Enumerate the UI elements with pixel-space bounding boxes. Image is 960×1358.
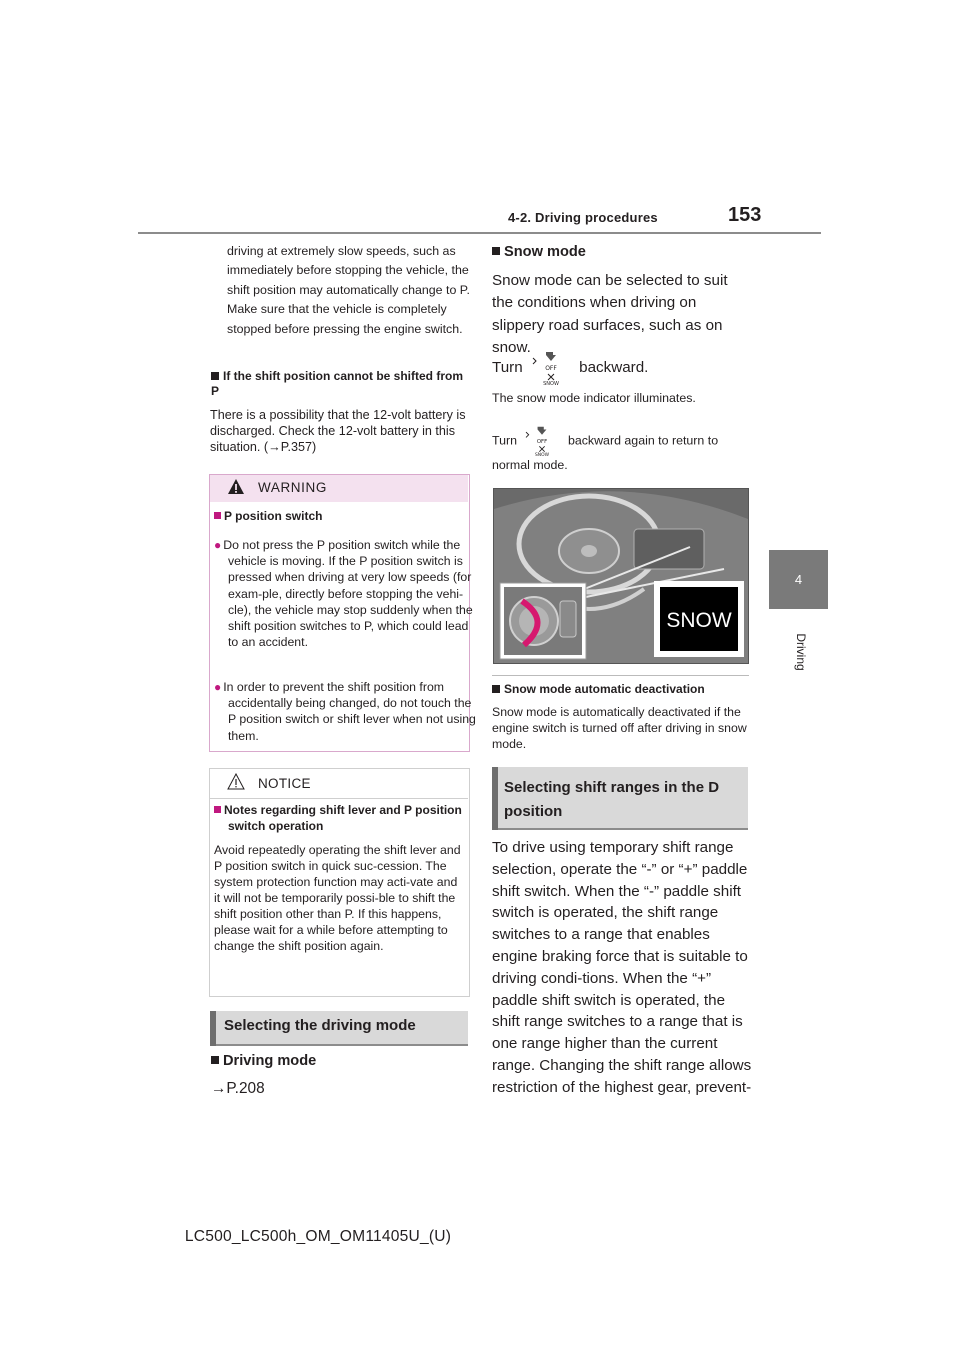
- square-bullet-icon: [492, 685, 500, 693]
- snow-mode-heading-text: Snow mode: [504, 244, 586, 260]
- driving-mode-page-link[interactable]: →P.208: [211, 1080, 265, 1097]
- warning-item-text: In order to prevent the shift position from accidentally being changed, do not touch the P position switch or shift lever when not using them.: [223, 680, 476, 743]
- continued-paragraph: driving at extremely slow speeds, such as immediately before stopping the vehicle, the shift position may automatically change to P. Make sure that the vehicle is completely stopped before pressing the engine switch.: [227, 244, 470, 336]
- section-title: 4-2. Driving procedures: [508, 210, 658, 225]
- square-bullet-icon: [214, 806, 221, 813]
- switch-icon-off-label: OFF: [537, 438, 548, 445]
- snow-mode-heading: [492, 244, 586, 260]
- circle-bullet-icon: ●: [214, 538, 222, 552]
- snow-switch-icon: [531, 350, 571, 386]
- switch-icon-snow-label: SNOW: [535, 453, 550, 457]
- snow-mode-body: Snow mode can be selected to suit the conditions when driving on slippery road surfaces, such as on snow.: [492, 272, 728, 357]
- shift-ranges-section-title: Selecting shift ranges in the D position: [504, 779, 720, 820]
- section-band-accent: [492, 767, 498, 830]
- chapter-tab[interactable]: 4: [769, 550, 828, 609]
- turn-suffix: backward.: [579, 359, 649, 377]
- shift-from-p-heading: [211, 369, 469, 399]
- switch-icon-snow-label: SNOW: [543, 381, 559, 386]
- auto-deactivation-body: Snow mode is automatically deactivated if the engine switch is turned off after driving in snow mode.: [492, 705, 747, 752]
- dashboard-illustration: [494, 489, 748, 663]
- notice-title: NOTICE: [258, 776, 311, 791]
- snow-indicator-text: The snow mode indicator illuminates.: [492, 391, 696, 405]
- turn2-suffix: backward again to return to: [567, 433, 719, 448]
- warning-title: WARNING: [258, 480, 327, 495]
- header-rule: [138, 232, 821, 234]
- warning-item: [214, 679, 478, 744]
- section-band-accent: [210, 1011, 216, 1046]
- warning-subheading-text: P position switch: [224, 509, 323, 523]
- notice-subheading-text: Notes regarding shift lever and P position switch operation: [224, 803, 462, 833]
- warning-item-text: Do not press the P position switch while the vehicle is moving. If the P position switch is pressed when driving at very low speeds (for exam-ple, directly before stopping the vehi-cle), the vehicle may stop suddenly when the shift position switches to P, which could lead to an accident.: [223, 538, 473, 650]
- square-bullet-icon: [211, 372, 219, 380]
- chapter-tab-label: Driving: [794, 633, 808, 671]
- snow-mode-illustration: [493, 488, 749, 664]
- auto-deactivation-heading: [492, 682, 705, 696]
- warning-triangle-icon: [227, 478, 245, 495]
- snow-display-label: SNOW: [666, 609, 732, 632]
- shift-ranges-body: To drive using temporary shift range selection, operate the “-” or “+” paddle shift switch. When the “-” paddle shift switch is operated, the shift range switches to a range that enables engine braking force that is suitable to driving condi-tions. When the “+” paddle shift switch is operated, the shift range switches to a range that is one range higher than the current range. Changing the shift range allows restriction of the highest gear, prevent-: [492, 839, 752, 1096]
- warning-title-bar: [210, 475, 468, 502]
- turn2-prefix: Turn: [492, 433, 518, 448]
- driving-mode-section-title: Selecting the driving mode: [224, 1017, 416, 1034]
- warning-item: [214, 537, 478, 650]
- shift-heading-text: If the shift position cannot be shifted from P: [211, 369, 463, 398]
- normal-mode-text: normal mode.: [492, 458, 568, 472]
- driving-mode-heading: [211, 1053, 316, 1069]
- square-bullet-icon: [492, 247, 500, 255]
- footer-code: LC500_LC500h_OM_OM11405U_(U): [184, 1228, 452, 1245]
- turn-again-instruction: [492, 425, 718, 457]
- snow-switch-icon: [524, 425, 560, 457]
- notice-title-bar: [210, 769, 468, 799]
- shift-from-p-body: There is a possibility that the 12-volt battery is discharged. Check the 12-volt battery in this situation. (→P.357): [210, 408, 466, 455]
- driving-mode-heading-text: Driving mode: [223, 1053, 317, 1069]
- warning-subheading: [214, 509, 322, 523]
- turn-instruction: [492, 350, 648, 386]
- notice-triangle-icon: [227, 773, 245, 790]
- square-bullet-icon: [214, 512, 221, 519]
- switch-icon-off-label: OFF: [545, 365, 557, 372]
- notice-subheading: [214, 803, 478, 834]
- square-bullet-icon: [211, 1056, 219, 1064]
- auto-deactivation-heading-text: Snow mode automatic deactivation: [504, 682, 705, 696]
- circle-bullet-icon: ●: [214, 680, 222, 694]
- subsection-rule: [492, 675, 749, 676]
- notice-body: Avoid repeatedly operating the shift lever and P position switch in quick suc-cession. The system protection function may acti-vate and it will not be temporarily possi-ble to shift the shift position other than P. If this happens, please wait for a while before attempting to change the shift position again.: [214, 843, 461, 953]
- page-number: 153: [728, 204, 762, 226]
- turn-prefix: Turn: [492, 359, 523, 377]
- footer-code-container: [0, 1228, 960, 1246]
